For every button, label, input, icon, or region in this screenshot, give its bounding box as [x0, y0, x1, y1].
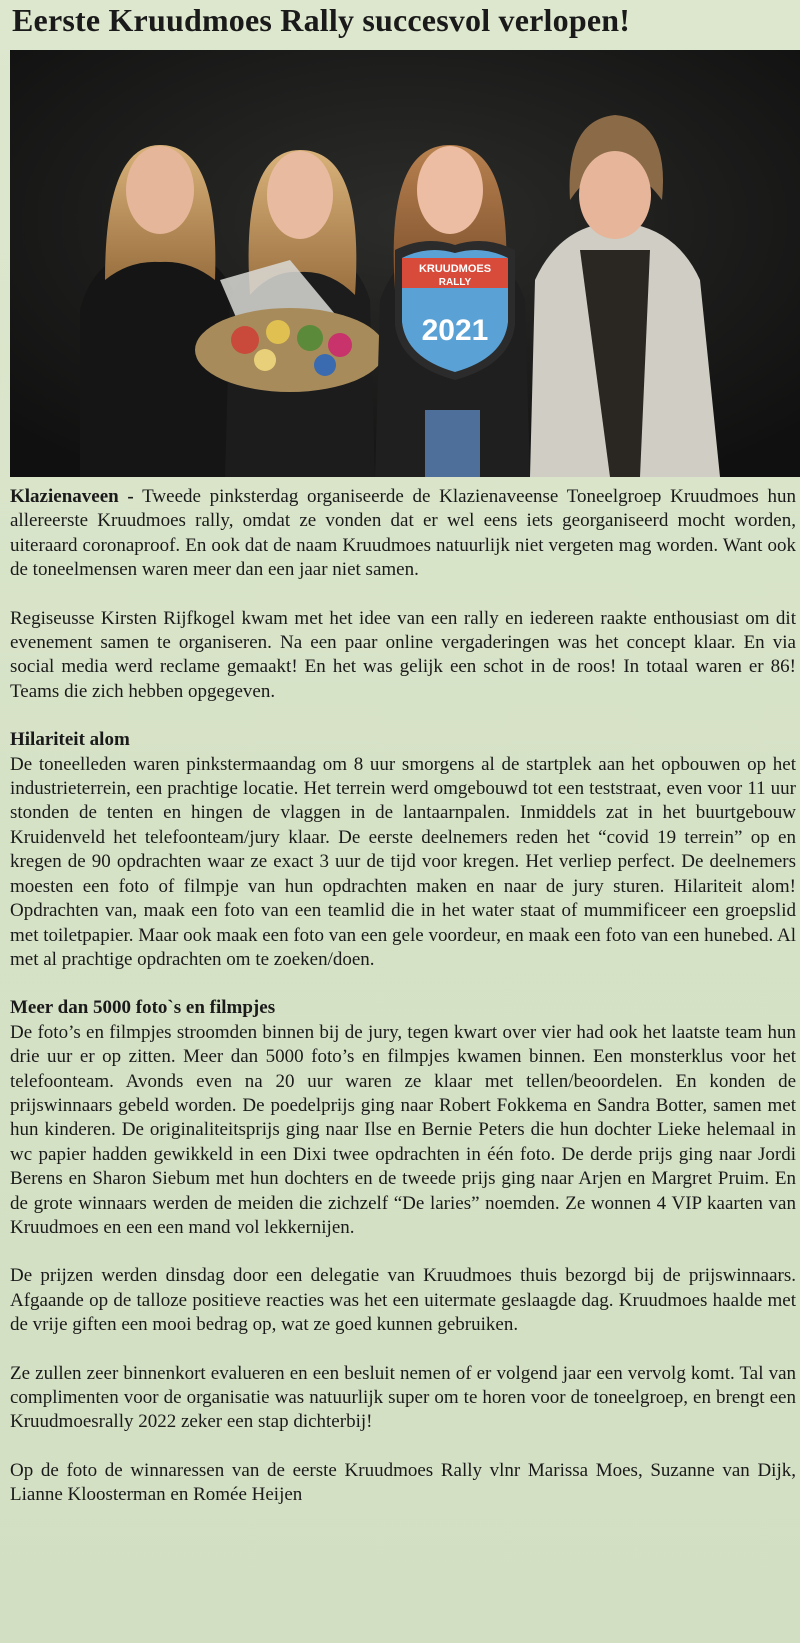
photo-caption: Op de foto de winnaressen van de eerste Kruudmoes Rally vlnr Marissa Moes, Suzanne van Dijk, Lianne Kloosterman en Romée Heijen	[10, 1459, 796, 1506]
paragraph-1	[10, 485, 796, 583]
paragraph-5: De prijzen werden dinsdag door een delegatie van Kruudmoes thuis bezorgd bij de prijswinnaars. Afgaande op de talloze positieve reacties was het een uitermate geslaagde dag. Kruudmoes haalde met de vrije giften een mooi bedrag op, wat ze goed kunnen gebruiken.	[10, 1265, 796, 1336]
subheading-hilariteit: Hilariteit alom	[10, 729, 130, 751]
rally-sign	[395, 241, 515, 380]
sign-line2: RALLY	[438, 277, 472, 288]
sign-line1: KRUUDMOES	[418, 263, 492, 275]
paragraph-4: De foto’s en filmpjes stroomden binnen bij de jury, tegen kwart over vier had ook het laatste team hun drie uur er op zitten. Meer dan 5000 foto’s en filmpjes kwamen binnen. Een monsterklus voor het telefoonteam. Avonds even na 20 uur waren ze klaar met tellen/beoordelen. En konden de prijswinnaars gebeld worden. De poedelprijs ging naar Robert Fokkema en Sandra Botter, samen met hun kinderen. De originaliteitsprijs ging naar Ilse en Bernie Peters die hun dochter Lieke helemaal in wc papier hadden gewikkeld in een Dixi twee opdrachten in één foto. De derde prijs ging naar Jordi Berens en Sharon Siebum met hun dochters en de tweede prijs ging naar Arjen en Margret Pruim. En de grote winnaars werden de meiden die zichzelf “De laries” noemden. Ze wonnen 4 VIP kaarten van Kruudmoes en een een mand vol lekkernijen.	[10, 1021, 796, 1238]
paragraph-1-text: Tweede pinksterdag organiseerde de Klazienaveense Toneelgroep Kruudmoes hun allereerste Kruudmoes rally, omdat ze vonden dat er wel eens iets georganiseerd mocht worden, uiteraard coronaproof. En ook dat de naam Kruudmoes natuurlijk niet vergeten mag worden. Want ook de toneelmensen waren meer dan een jaar niet samen.	[10, 486, 797, 581]
article-title: Eerste Kruudmoes Rally succesvol verlopen!	[12, 2, 631, 38]
sign-year: 2021	[421, 314, 489, 347]
article-body	[10, 485, 796, 1532]
paragraph-2: Regiseusse Kirsten Rijfkogel kwam met het idee van een rally en iedereen raakte enthousiast om dit evenement samen te organiseren. Na een paar online vergaderingen was het concept klaar. En via social media werd reclame gemaakt! En het was gelijk een schot in de roos! In totaal waren er 86! Teams die zich hebben opgegeven.	[10, 607, 796, 702]
dateline: Klazienaveen -	[10, 486, 134, 507]
subheading-foto: Meer dan 5000 foto`s en filmpjes	[10, 997, 276, 1019]
paragraph-3: De toneelleden waren pinkstermaandag om 8 uur smorgens al de startplek aan het opbouwen op het industrieterrein, een prachtige locatie. Het terrein werd omgebouwd tot een teststraat, even voor 11 uur stonden de tenten en hingen de vlaggen in de lantaarnpalen. Inmiddels zat in het buurtgebouw Kruidenveld het telefoonteam/jury klaar. De eerste deelnemers reden het “covid 19 terrein” op en kregen de 90 opdrachten waar ze exact 3 uur de tijd voor kregen. Het verliep perfect. De deelnemers moesten een foto of filmpje van hun opdrachten maken en naar de jury sturen. Hilariteit alom! Opdrachten van, maak een foto van een teamlid die in het water staat of mummificeer een groepslid met toiletpapier. Maar ook maak een foto van een gele voordeur, en maak een foto van een hunebed. Al met al prachtige opdrachten om te zoeken/doen.	[10, 753, 796, 970]
article-photo	[10, 50, 800, 477]
paragraph-6: Ze zullen zeer binnenkort evalueren en een besluit nemen of er volgend jaar een vervolg komt. Tal van complimenten voor de organisatie was natuurlijk super om te horen voor de toneelgroep, en brengt een Kruudmoesrally 2022 zeker een stap dichterbij!	[10, 1362, 796, 1433]
